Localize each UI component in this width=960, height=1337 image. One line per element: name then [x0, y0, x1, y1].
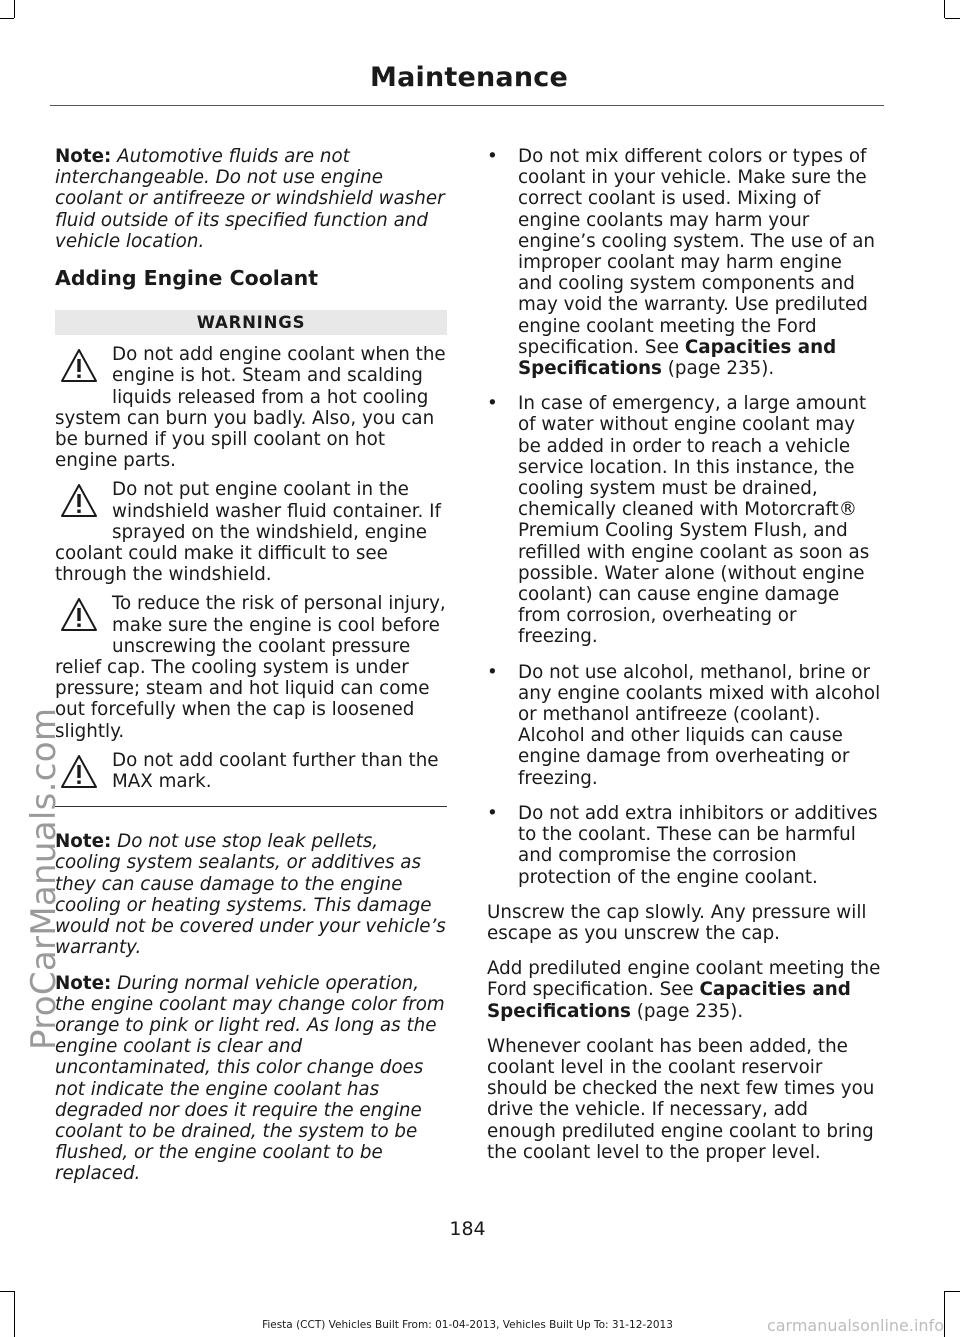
watermark-side: ProCarManuals.com: [24, 707, 64, 1050]
crop-mark: [0, 18, 14, 19]
warning-triangle-icon: [60, 754, 98, 794]
warning-triangle-icon: [60, 348, 98, 388]
right-column: [487, 146, 881, 1177]
bullet-icon: •: [487, 802, 498, 824]
footer-vehicle-info: Fiesta (CCT) Vehicles Built From: 01-04-2013, Vehicles Built Up To: 31-12-2013: [262, 1319, 673, 1331]
note-paragraph: [55, 973, 447, 1185]
body-paragraph: [487, 958, 881, 1022]
note-label: Note:: [55, 972, 112, 994]
list-item: [487, 662, 881, 789]
note-label: Note:: [55, 146, 112, 167]
crop-mark: [944, 1291, 945, 1337]
page-title: Maintenance: [370, 62, 568, 93]
crop-mark: [945, 18, 960, 19]
warning-item: [55, 750, 447, 792]
list-item-text: Do not add extra inhibitors or additives to the coolant. These can be harmful and compromise the corrosion protection of the engine coolant.: [518, 802, 878, 888]
list-item-text: In case of emergency, a large amount of water without engine coolant may be added in order to reach a vehicle service location. In this instance, the cooling system must be drained, chemically cleaned with Motorcraft® Premium Cooling System Flush, and refilled with engine coolant as soon as possible. Water alone (without engine coolant) can cause engine damage from corrosion, overheating or freezing.: [518, 393, 870, 648]
note-paragraph: [55, 146, 447, 252]
crop-mark: [945, 1291, 960, 1292]
cross-reference-link[interactable]: Capacities and Specifications: [487, 979, 851, 1022]
header-rule: [50, 105, 884, 106]
warning-text: Do not put engine coolant in the windshield washer fluid container. If sprayed on the windshield, engine coolant could make it difficult to see through the windshield.: [55, 479, 441, 586]
warning-triangle-icon: [60, 597, 98, 637]
left-column: [55, 146, 447, 1199]
warning-triangle-icon: [60, 483, 98, 523]
bullet-icon: •: [487, 393, 498, 415]
crop-mark: [944, 0, 945, 18]
warning-text: Do not add coolant further than the MAX mark.: [112, 749, 439, 793]
page-reference: (page 235).: [630, 1000, 744, 1022]
crop-mark: [14, 0, 15, 18]
list-item: [487, 803, 881, 888]
warning-item: [55, 479, 447, 585]
list-item-text: Do not use alcohol, methanol, brine or any engine coolants mixed with alcohol or methanol antifreeze (coolant). Alcohol and other liquids can cause engine damage from overheating or freezing.: [518, 661, 881, 789]
list-item: [487, 393, 881, 647]
bullet-icon: •: [487, 146, 498, 167]
note-text: Do not use stop leak pellets, cooling system sealants, or additives as they can cause damage to the engine cooling or heating systems. This damage would not be covered under your vehicle’s warranty.: [55, 831, 446, 959]
note-paragraph: [55, 831, 447, 958]
body-paragraph: Whenever coolant has been added, the coolant level in the coolant reservoir should be checked the next few times you drive the vehicle. If necessary, add enough prediluted engine coolant to bring the coolant level to the proper level.: [487, 1035, 875, 1163]
watermark-corner: carmanualsonline.info: [766, 1316, 944, 1335]
list-item-text: Do not mix different colors or types of coolant in your vehicle. Make sure the correct coolant is used. Mixing of engine coolants may harm your engine’s cooling system. The use of an improper coolant may harm engine and cooling system components and may void the warranty. Use prediluted engine coolant meeting the Ford specification. See: [518, 146, 875, 358]
note-text: During normal vehicle operation, the engine coolant may change color from orange to pink or light red. As long as the engine coolant is clear and uncontaminated, this color change does not indicate the engine coolant has degraded nor does it require the engine coolant to be drained, the system to be flushed, or the engine coolant to be replaced.: [55, 972, 445, 1185]
body-paragraph: Unscrew the cap slowly. Any pressure will escape as you unscrew the cap.: [487, 901, 867, 944]
list-item: [487, 146, 881, 379]
crop-mark: [0, 1291, 14, 1292]
page-reference: (page 235).: [661, 358, 775, 380]
warning-item: [55, 593, 447, 741]
warning-item: [55, 344, 447, 471]
bullet-list: [487, 146, 881, 888]
warning-text: To reduce the risk of personal injury, make sure the engine is cool before unscrewing the coolant pressure relief cap. The cooling system is under pressure; steam and hot liquid can come out forcefully when the cap is loosened slightly.: [55, 593, 446, 742]
warnings-header: WARNINGS: [55, 310, 447, 335]
paragraph-text: Add prediluted engine coolant meeting the Ford specification. See: [487, 958, 881, 1001]
note-label: Note:: [55, 831, 112, 853]
warnings-end-rule: [55, 806, 447, 807]
page-number: 184: [449, 1218, 486, 1240]
bullet-icon: •: [487, 661, 498, 683]
cross-reference-link[interactable]: Capacities and Specifications: [518, 336, 837, 380]
warning-text: Do not add engine coolant when the engine is hot. Steam and scalding liquids released from a hot cooling system can burn you badly. Also, you can be burned if you spill coolant on hot engine parts.: [55, 344, 446, 472]
section-heading: Adding Engine Coolant: [55, 266, 319, 291]
note-text: Automotive fluids are not interchangeable. Do not use engine coolant or antifreeze or windshield washer fluid outside of its specified function and vehicle location.: [55, 146, 445, 252]
